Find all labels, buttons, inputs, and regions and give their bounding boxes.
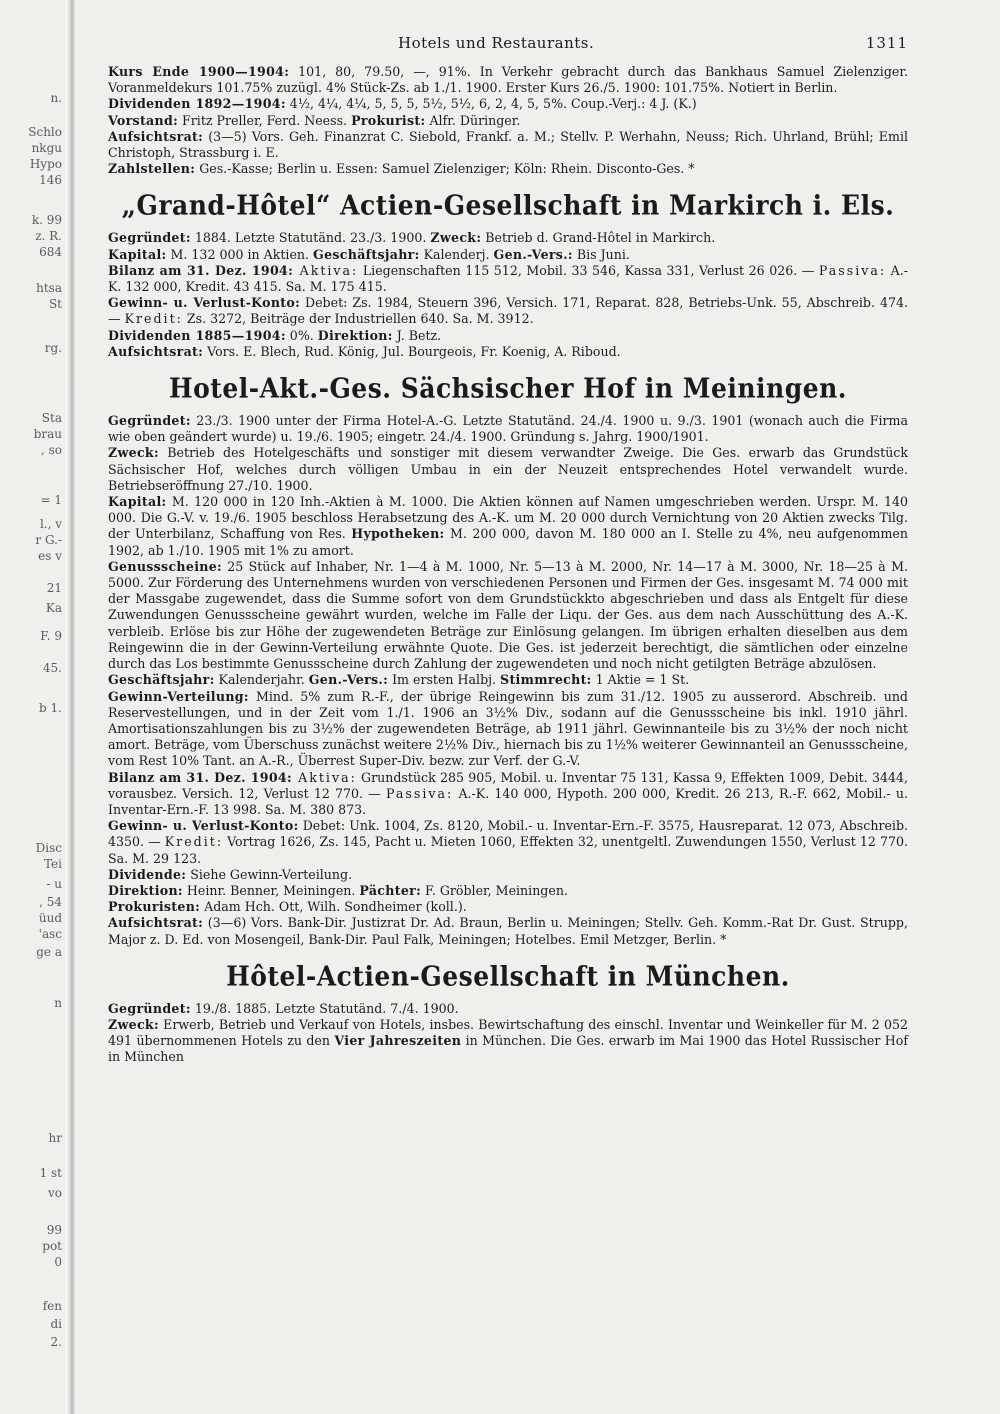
entry-paragraph — [108, 559, 908, 672]
company-entry — [108, 374, 908, 948]
field-label: Geschäftsjahr: — [313, 246, 420, 262]
field-label: Vier Jahreszeiten — [334, 1033, 462, 1049]
field-label: Gen.-Vers.: — [493, 246, 573, 262]
company-entry — [108, 191, 908, 360]
spaced-label: Aktiva: — [291, 769, 357, 785]
field-label: Gewinn- u. Verlust-Konto: — [108, 818, 299, 834]
field-text: 0%. — [285, 327, 318, 343]
field-text: F. Gröbler, Meiningen. — [421, 882, 568, 898]
field-label: Zweck: — [108, 445, 159, 461]
gutter-fragment: fen — [42, 1299, 62, 1313]
entry-paragraph — [108, 113, 908, 129]
gutter-fragment: Tei — [43, 857, 62, 871]
gutter-fragment: ge a — [36, 945, 62, 959]
field-label: Aufsichtsrat: — [108, 128, 204, 144]
field-label: Kapital: — [108, 246, 167, 262]
field-label: Gewinn-Verteilung: — [108, 688, 249, 704]
entry-paragraph — [108, 915, 908, 947]
field-label: Aufsichtsrat: — [108, 343, 204, 359]
field-text: Heinr. Benner, Meiningen. — [182, 882, 360, 898]
spaced-label: Kredit: — [164, 834, 224, 850]
gutter-fragment: üud — [38, 911, 62, 925]
entry-paragraph — [108, 295, 908, 327]
field-label: Gen.-Vers.: — [308, 672, 389, 688]
field-label: Zweck: — [108, 1016, 159, 1032]
field-label: Gegründet: — [108, 1000, 191, 1016]
gutter-fragment: 0 — [54, 1255, 62, 1269]
gutter-fragment: 146 — [39, 173, 62, 187]
field-text: Im ersten Halbj. — [388, 672, 501, 688]
field-label: Direktion: — [108, 882, 183, 898]
field-label: Hypotheken: — [351, 526, 445, 542]
field-text: A.-K. 140 000, Hypoth. 200 000, Kredit. 26 213, R.-F. 662, Mobil.- u. Inventar-Ern.-F. 13 998. Sa. M. 380 873. — [108, 785, 908, 817]
entry-paragraph — [108, 230, 908, 246]
entry-paragraph — [108, 344, 908, 360]
field-text: 25 Stück auf Inhaber, Nr. 1—4 à M. 1000, Nr. 5—13 à M. 2000, Nr. 14—17 à M. 3000, Nr. 18—25 à M. 5000. Zur Förderung des Unternehmens wurden von verschiedenen Personen und Firmen der Ges. insgesamt M. 74 000 mit der Massgabe zugewendet, dass die Summe sofort von dem Grundstückkto abgeschrieben und dass als Entgelt für diese Zuwendungen Genussscheine gewährt wurden, welche im Falle der Liqu. der Ges. aus dem nach Ausschüttung des A.-K. verbleib. Erlöse bis zur Höhe der zugewendeten Beträge zur Einlösung gelangen. Im übrigen erhalten dieselben aus dem Reingewinn die in der Gewinn-Verteilung erwähnte Quote. Die Ges. ist jederzeit berechtigt, die sämtlichen oder einzelne durch das Los bestimmte Genussscheine durch Zahlung der zugewendeten und noch nicht getilgten Beträge abzulösen. — [108, 558, 908, 672]
gutter-fragment: htsa — [36, 281, 62, 295]
gutter-fragment: 21 — [46, 581, 62, 595]
field-text: 1 Aktie = 1 St. — [591, 672, 690, 688]
field-text: Ges.-Kasse; Berlin u. Essen: Samuel Zielenziger; Köln: Rhein. Disconto-Ges. * — [195, 161, 695, 177]
running-header — [108, 34, 908, 64]
gutter-fragment: n — [54, 996, 62, 1010]
field-text: Betrieb des Hotelgeschäfts und sonstiger mit diesem verwandter Zweige. Die Ges. erwarb das Grundstück Sächsischer Hof, welches durch völligen Umbau in ein der Neuzeit entsprechendes Hotel verwandelt wurde. Betriebseröffnung 27./10. 1900. — [108, 445, 908, 493]
field-text: 19./8. 1885. Letzte Statutänd. 7./4. 1900. — [190, 1000, 459, 1016]
running-title: Hotels und Restaurants. — [398, 34, 595, 52]
gutter-fragment: di — [50, 1317, 62, 1331]
field-text: (3—6) Vors. Bank-Dir. Justizrat Dr. Ad. Braun, Berlin u. Meiningen; Stellv. Geh. Komm.-Rat Dr. Gust. Strupp, Major z. D. Ed. von Mosengeil, Bank-Dir. Paul Falk, Meiningen; Hotelbes. Emil Metzger, Berlin. * — [108, 915, 908, 947]
company-heading: Hotel-Akt.-Ges. Sächsischer Hof in Meiningen. — [168, 372, 847, 405]
field-text: Debet: Unk. 1004, Zs. 8120, Mobil.- u. Inventar-Ern.-F. 3575, Hausreparat. 12 073, Abschreib. 4350. — — [108, 818, 909, 850]
entry-paragraph — [108, 445, 908, 494]
field-label: Kapital: — [108, 494, 167, 510]
gutter-fragment: - u — [46, 877, 62, 891]
page-fold-shadow — [66, 0, 76, 1414]
gutter-fragment: hr — [48, 1131, 62, 1145]
field-text: (3—5) Vors. Geh. Finanzrat C. Siebold, Frankf. a. M.; Stellv. P. Werhahn, Neuss; Rich. Uhrland, Brühl; Emil Christoph, Strassburg i. E. — [108, 128, 908, 161]
spaced-label: Kredit: — [124, 311, 183, 327]
field-label: Bilanz am 31. Dez. 1904: — [108, 262, 294, 278]
field-label: Vorstand: — [108, 112, 179, 128]
field-label: Genussscheine: — [108, 558, 222, 574]
field-text: Mind. 5% zum R.-F., der übrige Reingewinn bis zum 31./12. 1905 zu ausserord. Abschreib. und Reservestellungen, und in der Zeit vom 1./1. 1906 an 3½% Div., sodann auf die Genussscheine bis inkl. 1910 jährl. Amortisationszahlungen bis zu 3½% der zugewendeten Beträge, ab 1911 jährl. Gewinnanteile bis zu 3½% der noch nicht amort. Beträge, vom Überschuss zunächst weitere 2½% Div., hiernach bis zu 1½% weiterer Gewinnanteil an Genussscheine, vom Rest 10% Tant. an A.-R., Überrest Super-Div. bezw. zur Verf. der G.-V. — [108, 688, 908, 769]
field-text: Erwerb, Betrieb und Verkauf von Hotels, insbes. Bewirtschaftung des einschl. Inventar und Weinkeller für M. 2 052 491 übernommenen Hotels zu den — [108, 1016, 908, 1049]
continued-entry — [108, 64, 908, 177]
field-text: Vors. E. Blech, Rud. König, Jul. Bourgeois, Fr. Koenig, A. Riboud. — [203, 343, 621, 359]
field-label: Kurs Ende 1900—1904: — [108, 64, 290, 79]
document-page — [108, 34, 908, 1066]
gutter-fragment: = 1 — [40, 493, 62, 507]
entry-paragraph — [108, 883, 908, 899]
field-text: Liegenschaften 115 512, Mobil. 33 546, Kassa 331, Verlust 26 026. — — [358, 262, 819, 278]
field-text: M. 132 000 in Aktien. — [166, 246, 314, 262]
field-label: Direktion: — [317, 327, 393, 343]
entry-paragraph — [108, 247, 908, 263]
field-text: 23./3. 1900 unter der Firma Hotel-A.-G. Letzte Statutänd. 24./4. 1900 u. 9./3. 1901 (wonach auch die Firma wie oben geändert wurde) u. 19./6. 1905; eingetr. 24./4. 1900. Gründung s. Jahrg. 1900/1901. — [108, 413, 908, 445]
entry-paragraph — [108, 328, 908, 344]
gutter-fragment: , so — [40, 443, 62, 457]
gutter-fragment: es v — [38, 549, 62, 563]
gutter-fragment: z. R. — [35, 229, 62, 243]
entry-paragraph — [108, 899, 908, 915]
gutter-fragment: Ka — [45, 601, 62, 615]
gutter-fragment: 45. — [42, 661, 62, 675]
gutter-fragment: 1 st — [39, 1166, 62, 1180]
gutter-fragment: St — [48, 297, 62, 311]
entry-paragraph — [108, 818, 908, 867]
entry-paragraph — [108, 770, 908, 819]
page-content — [108, 64, 908, 1066]
gutter-fragment: pot — [42, 1239, 62, 1253]
field-label: Gegründet: — [108, 230, 191, 246]
entry-paragraph — [108, 1017, 908, 1066]
gutter-fragment: 'asc — [38, 927, 62, 941]
field-text: Debet: Zs. 1984, Steuern 396, Versich. 171, Reparat. 828, Betriebs-Unk. 55, Abschreib. 474. — — [108, 295, 908, 327]
field-label: Dividende: — [108, 866, 187, 882]
gutter-fragment: 684 — [39, 245, 62, 259]
field-text: Adam Hch. Ott, Wilh. Sondheimer (koll.). — [200, 899, 467, 915]
gutter-fragment: vo — [47, 1186, 62, 1200]
field-text: M. 120 000 in 120 Inh.-Aktien à M. 1000. Die Aktien können auf Namen umgeschrieben werden. Urspr. M. 140 000. Die G.-V. v. 19./6. 1905 beschloss Herabsetzung des A.-K. um M. 20 000 durch Vernichtung von 20 Aktien zwecks Tilg. der Unterbilanz, Schaffung von Res. — [108, 494, 908, 542]
field-label: Stimmrecht: — [500, 672, 592, 688]
field-label: Aufsichtsrat: — [108, 915, 204, 931]
field-label: Geschäftsjahr: — [108, 672, 215, 688]
field-text: Alfr. Düringer. — [425, 112, 521, 128]
gutter-fragment: F. 9 — [40, 629, 62, 643]
company-heading: Hôtel-Actien-Gesellschaft in München. — [226, 960, 790, 992]
gutter-fragment: b 1. — [39, 701, 62, 715]
gutter-fragment: n. — [50, 91, 62, 105]
gutter-fragment: l., v — [39, 517, 62, 531]
entry-paragraph — [108, 1001, 908, 1017]
field-text: Kalenderjahr. — [214, 672, 309, 688]
page-number: 1311 — [865, 34, 908, 52]
field-text: 101, 80, 79.50, —, 91%. In Verkehr gebracht durch das Bankhaus Samuel Zielenziger. Voranmeldekurs 101.75% zuzügl. 4% Stück-Zs. ab 1./1. 1900. Erster Kurs 26./5. 1900: 101.75%. Notiert in Berlin. — [108, 64, 908, 96]
gutter-fragment: 2. — [50, 1335, 62, 1349]
field-label: Prokurist: — [351, 112, 426, 128]
field-text: M. 200 000, davon M. 180 000 an I. Stelle zu 4%, neu aufgenommen 1902, ab 1./10. 1905 mit 1% zu amort. — [108, 526, 908, 558]
field-text: Vortrag 1626, Zs. 145, Pacht u. Mieten 1060, Effekten 32, unentgeltl. Zuwendungen 1550, Verlust 12 770. Sa. M. 29 123. — [108, 834, 909, 866]
field-text: J. Betz. — [392, 327, 442, 343]
gutter-fragment: Sta — [41, 411, 62, 425]
field-text: Bis Juni. — [572, 246, 630, 262]
entry-paragraph — [108, 689, 908, 770]
gutter-fragment: Disc — [35, 841, 62, 855]
field-text: Grundstück 285 905, Mobil. u. Inventar 75 131, Kassa 9, Effekten 1009, Debit. 3444, vorausbez. Versich. 12, Verlust 12 770. — — [108, 769, 909, 801]
gutter-fragment: Schlo — [28, 125, 62, 139]
spaced-label: Passiva: — [386, 785, 454, 801]
gutter-fragment: k. 99 — [31, 213, 62, 227]
field-label: Zahlstellen: — [108, 161, 196, 177]
gutter-fragment: Hypo — [29, 157, 62, 171]
spaced-label: Aktiva: — [293, 262, 359, 278]
field-text: 4½, 4¼, 4¼, 5, 5, 5, 5½, 5½, 6, 2, 4, 5, 5%. Coup.-Verj.: 4 J. (K.) — [285, 96, 697, 112]
entry-paragraph — [108, 96, 908, 112]
company-entry — [108, 962, 908, 1066]
field-label: Prokuristen: — [108, 899, 201, 915]
field-label: Dividenden 1885—1904: — [108, 327, 286, 343]
field-text: Zs. 3272, Beiträge der Industriellen 640. Sa. M. 3912. — [182, 311, 534, 327]
gutter-fragment: rg. — [44, 341, 62, 355]
field-text: in München. Die Ges. erwarb im Mai 1900 das Hotel Russischer Hof in München — [108, 1033, 908, 1065]
gutter-fragment: r G.- — [35, 533, 62, 547]
field-text: A.-K. 132 000, Kredit. 43 415. Sa. M. 175 415. — [108, 262, 909, 295]
field-text: Kalenderj. — [419, 246, 494, 262]
entry-paragraph — [108, 161, 908, 177]
field-text: 1884. Letzte Statutänd. 23./3. 1900. — [190, 230, 431, 246]
gutter-fragment: 99 — [46, 1223, 62, 1237]
gutter-fragment: , 54 — [39, 895, 62, 909]
entry-paragraph — [108, 413, 908, 445]
field-label: Zweck: — [430, 230, 482, 246]
field-text: Betrieb d. Grand-Hôtel in Markirch. — [481, 230, 716, 246]
field-label: Gegründet: — [108, 413, 191, 429]
entry-paragraph — [108, 64, 908, 96]
spaced-label: Passiva: — [818, 262, 887, 278]
field-label: Bilanz am 31. Dez. 1904: — [108, 769, 292, 785]
entry-paragraph — [108, 263, 908, 295]
gutter-fragment: nkgu — [31, 141, 62, 155]
field-text: Fritz Preller, Ferd. Neess. — [178, 112, 352, 128]
field-label: Gewinn- u. Verlust-Konto: — [108, 295, 301, 311]
gutter-fragment: brau — [33, 427, 62, 441]
adjacent-page-gutter — [0, 0, 100, 1414]
company-heading: „Grand-Hôtel“ Actien-Gesellschaft in Markirch i. Els. — [121, 190, 895, 222]
field-label: Dividenden 1892—1904: — [108, 96, 286, 112]
entry-paragraph — [108, 129, 908, 161]
entry-paragraph — [108, 494, 908, 559]
field-text: Siehe Gewinn-Verteilung. — [186, 866, 353, 882]
entry-paragraph — [108, 867, 908, 883]
entry-paragraph — [108, 672, 908, 688]
field-label: Pächter: — [359, 882, 422, 898]
